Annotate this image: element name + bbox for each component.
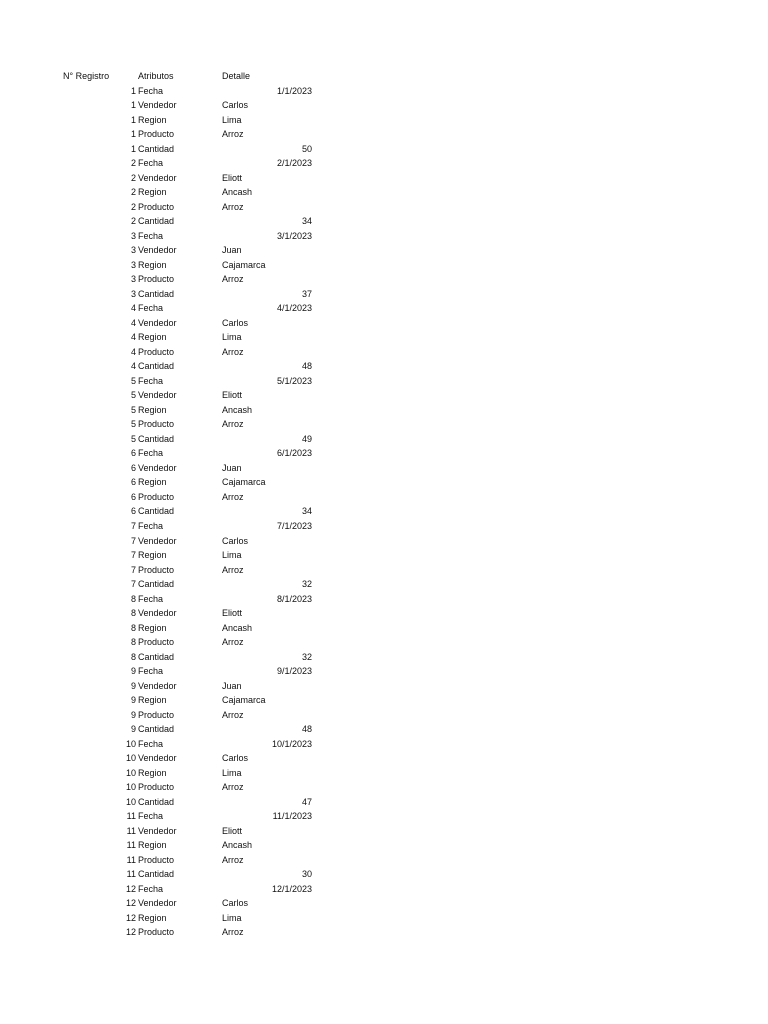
detalle-cell: 5/1/2023 [276, 375, 312, 386]
detalle-cell: Arroz [222, 927, 244, 938]
table-row [0, 853, 768, 868]
detalle-cell: 12/1/2023 [271, 883, 312, 894]
table-row [0, 316, 768, 331]
detalle-cell: 2/1/2023 [276, 158, 312, 169]
table-row [0, 330, 768, 345]
registro-cell: 11 [126, 840, 136, 851]
registro-cell: 8 [130, 622, 136, 633]
registro-cell: 9 [130, 709, 136, 720]
atributo-cell: Vendedor [138, 535, 177, 546]
registro-cell: 9 [130, 695, 136, 706]
registro-cell: 8 [130, 593, 136, 604]
detalle-cell: Ancash [222, 622, 253, 633]
detalle-cell: Arroz [222, 346, 244, 357]
header-registro: N° Registro [63, 71, 110, 81]
detalle-cell: 48 [301, 724, 312, 735]
detalle-cell: Arroz [222, 274, 244, 285]
detalle-cell: Arroz [222, 637, 244, 648]
registro-cell: 5 [130, 404, 136, 415]
table-row [0, 374, 768, 389]
table-row [0, 722, 768, 737]
table-row [0, 345, 768, 360]
table-row [0, 693, 768, 708]
registro-cell: 3 [130, 230, 136, 241]
registro-cell: 6 [130, 477, 136, 488]
table-row [0, 214, 768, 229]
registro-cell: 6 [130, 491, 136, 502]
detalle-cell: Lima [222, 332, 242, 343]
registro-cell: 9 [130, 666, 136, 677]
registro-cell: 2 [130, 216, 136, 227]
registro-cell: 10 [125, 753, 136, 764]
detalle-cell: Arroz [222, 201, 244, 212]
detalle-cell: Eliott [222, 608, 243, 619]
registro-cell: 4 [130, 332, 136, 343]
registro-cell: 8 [130, 651, 136, 662]
detalle-cell: Lima [222, 912, 242, 923]
table-row [0, 417, 768, 432]
atributo-cell: Fecha [138, 738, 164, 749]
detalle-cell: Arroz [222, 419, 244, 430]
atributo-cell: Cantidad [138, 288, 175, 299]
registro-cell: 1 [130, 129, 136, 140]
data-rows [0, 84, 768, 940]
table-row [0, 708, 768, 723]
table-row [0, 243, 768, 258]
registro-cell: 2 [130, 158, 136, 169]
registro-cell: 6 [130, 462, 136, 473]
table-row [0, 84, 768, 99]
detalle-cell: Carlos [222, 753, 249, 764]
table-row [0, 664, 768, 679]
table-row [0, 679, 768, 694]
table-row [0, 171, 768, 186]
table-row [0, 925, 768, 940]
atributo-cell: Fecha [138, 520, 164, 531]
registro-cell: 3 [130, 245, 136, 256]
detalle-cell: Cajamarca [222, 477, 266, 488]
atributo-cell: Region [138, 259, 167, 270]
detalle-cell: 9/1/2023 [276, 666, 312, 677]
detalle-cell: Ancash [222, 404, 253, 415]
registro-cell: 11 [126, 869, 136, 880]
atributo-cell: Cantidad [138, 724, 175, 735]
registro-cell: 4 [130, 303, 136, 314]
registro-cell: 8 [130, 637, 136, 648]
atributo-cell: Region [138, 332, 167, 343]
table-row [0, 563, 768, 578]
table-row [0, 461, 768, 476]
atributo-cell: Producto [138, 419, 175, 430]
atributo-cell: Fecha [138, 666, 164, 677]
atributo-cell: Cantidad [138, 579, 175, 590]
atributo-cell: Region [138, 912, 167, 923]
detalle-cell: Carlos [222, 100, 249, 111]
registro-cell: 3 [130, 259, 136, 270]
detalle-cell: Juan [222, 462, 242, 473]
atributo-cell: Producto [138, 129, 175, 140]
registro-cell: 6 [130, 448, 136, 459]
detalle-cell: Carlos [222, 535, 249, 546]
atributo-cell: Cantidad [138, 869, 175, 880]
detalle-cell: Cajamarca [222, 695, 266, 706]
table-row [0, 98, 768, 113]
atributo-cell: Vendedor [138, 317, 177, 328]
registro-cell: 1 [130, 85, 136, 96]
detalle-cell: Arroz [222, 709, 244, 720]
table-row [0, 432, 768, 447]
table-row [0, 272, 768, 287]
detalle-cell: 47 [301, 796, 312, 807]
atributo-cell: Vendedor [138, 680, 177, 691]
atributo-cell: Producto [138, 346, 175, 357]
detalle-cell: Juan [222, 680, 242, 691]
table-row [0, 838, 768, 853]
table-row [0, 475, 768, 490]
detalle-cell: 37 [301, 288, 312, 299]
registro-cell: 5 [130, 419, 136, 430]
detalle-cell: Juan [222, 245, 242, 256]
table-row [0, 650, 768, 665]
detalle-cell: Eliott [222, 172, 243, 183]
registro-cell: 3 [130, 288, 136, 299]
table-row [0, 519, 768, 534]
atributo-cell: Cantidad [138, 361, 175, 372]
atributo-cell: Vendedor [138, 608, 177, 619]
detalle-cell: Arroz [222, 129, 244, 140]
detalle-cell: 4/1/2023 [276, 303, 312, 314]
atributo-cell: Vendedor [138, 462, 177, 473]
registro-cell: 10 [125, 738, 136, 749]
table-row [0, 606, 768, 621]
table-row [0, 229, 768, 244]
table-row [0, 867, 768, 882]
registro-cell: 7 [130, 520, 136, 531]
registro-cell: 12 [125, 883, 136, 894]
detalle-cell: Arroz [222, 782, 244, 793]
table-row [0, 882, 768, 897]
table-row [0, 142, 768, 157]
registro-cell: 7 [130, 579, 136, 590]
table-row [0, 621, 768, 636]
atributo-cell: Vendedor [138, 245, 177, 256]
table-row [0, 766, 768, 781]
registro-cell: 1 [130, 143, 136, 154]
detalle-cell: Arroz [222, 854, 244, 865]
detalle-cell: Carlos [222, 317, 249, 328]
atributo-cell: Producto [138, 564, 175, 575]
detalle-cell: Lima [222, 114, 242, 125]
table-row [0, 911, 768, 926]
registro-cell: 6 [130, 506, 136, 517]
registro-cell: 1 [130, 114, 136, 125]
detalle-cell: 11/1/2023 [272, 811, 312, 822]
detalle-cell: Arroz [222, 491, 244, 502]
table-row [0, 127, 768, 142]
detalle-cell: 3/1/2023 [276, 230, 312, 241]
atributo-cell: Vendedor [138, 100, 177, 111]
detalle-cell: Ancash [222, 187, 253, 198]
atributo-cell: Region [138, 477, 167, 488]
registro-cell: 1 [130, 100, 136, 111]
registro-cell: 2 [130, 187, 136, 198]
table-row [0, 301, 768, 316]
table-row [0, 185, 768, 200]
table-row [0, 258, 768, 273]
detalle-cell: Carlos [222, 898, 249, 909]
registro-cell: 9 [130, 724, 136, 735]
registro-cell: 4 [130, 346, 136, 357]
registro-cell: 10 [125, 796, 136, 807]
atributo-cell: Producto [138, 927, 175, 938]
detalle-cell: 32 [301, 579, 312, 590]
registro-cell: 10 [125, 767, 136, 778]
registro-cell: 12 [125, 912, 136, 923]
atributo-cell: Region [138, 404, 167, 415]
table-row [0, 113, 768, 128]
atributo-cell: Vendedor [138, 390, 177, 401]
detalle-cell: 34 [301, 506, 312, 517]
atributo-cell: Fecha [138, 85, 164, 96]
table-row [0, 446, 768, 461]
header-atributos: Atributos [138, 71, 174, 81]
atributo-cell: Region [138, 840, 167, 851]
table-row [0, 795, 768, 810]
detalle-cell: 8/1/2023 [276, 593, 312, 604]
registro-cell: 9 [130, 680, 136, 691]
detalle-cell: 10/1/2023 [271, 738, 312, 749]
registro-cell: 5 [130, 375, 136, 386]
table-row [0, 287, 768, 302]
atributo-cell: Region [138, 114, 167, 125]
atributo-cell: Fecha [138, 158, 164, 169]
table-row [0, 896, 768, 911]
detalle-cell: Arroz [222, 564, 244, 575]
atributo-cell: Region [138, 187, 167, 198]
registro-cell: 7 [130, 550, 136, 561]
registro-cell: 3 [130, 274, 136, 285]
detalle-cell: Eliott [222, 825, 243, 836]
atributo-cell: Region [138, 550, 167, 561]
registro-cell: 11 [126, 811, 136, 822]
detalle-cell: 34 [301, 216, 312, 227]
table-row [0, 490, 768, 505]
atributo-cell: Vendedor [138, 825, 177, 836]
header-row [0, 69, 768, 84]
detalle-cell: Lima [222, 767, 242, 778]
registro-cell: 5 [130, 390, 136, 401]
detalle-cell: Lima [222, 550, 242, 561]
table-row [0, 737, 768, 752]
registro-cell: 8 [130, 608, 136, 619]
registro-cell: 4 [130, 361, 136, 372]
registro-cell: 7 [130, 535, 136, 546]
detalle-cell: 32 [301, 651, 312, 662]
registro-cell: 11 [126, 825, 136, 836]
registro-cell: 10 [125, 782, 136, 793]
table-row [0, 577, 768, 592]
spreadsheet [0, 69, 768, 940]
atributo-cell: Producto [138, 782, 175, 793]
table-row [0, 751, 768, 766]
detalle-cell: 48 [301, 361, 312, 372]
atributo-cell: Cantidad [138, 506, 175, 517]
table-row [0, 388, 768, 403]
atributo-cell: Producto [138, 637, 175, 648]
table-row [0, 156, 768, 171]
registro-cell: 12 [125, 898, 136, 909]
atributo-cell: Cantidad [138, 216, 175, 227]
table-row [0, 403, 768, 418]
atributo-cell: Producto [138, 854, 175, 865]
table-row [0, 504, 768, 519]
table-row [0, 200, 768, 215]
atributo-cell: Vendedor [138, 898, 177, 909]
registro-cell: 4 [130, 317, 136, 328]
atributo-cell: Cantidad [138, 433, 175, 444]
atributo-cell: Region [138, 622, 167, 633]
table-row [0, 809, 768, 824]
table-row [0, 548, 768, 563]
atributo-cell: Cantidad [138, 143, 175, 154]
table-row [0, 534, 768, 549]
atributo-cell: Region [138, 767, 167, 778]
atributo-cell: Producto [138, 491, 175, 502]
atributo-cell: Fecha [138, 303, 164, 314]
detalle-cell: 49 [301, 433, 312, 444]
table-row [0, 359, 768, 374]
table-row [0, 592, 768, 607]
detalle-cell: 7/1/2023 [276, 520, 312, 531]
detalle-cell: Cajamarca [222, 259, 266, 270]
atributo-cell: Vendedor [138, 172, 177, 183]
atributo-cell: Fecha [138, 375, 164, 386]
detalle-cell: 6/1/2023 [276, 448, 312, 459]
atributo-cell: Cantidad [138, 651, 175, 662]
atributo-cell: Producto [138, 274, 175, 285]
atributo-cell: Producto [138, 201, 175, 212]
atributo-cell: Fecha [138, 448, 164, 459]
atributo-cell: Producto [138, 709, 175, 720]
detalle-cell: 1/1/2023 [276, 85, 312, 96]
detalle-cell: Ancash [222, 840, 253, 851]
registro-cell: 7 [130, 564, 136, 575]
detalle-cell: 30 [301, 869, 312, 880]
registro-cell: 5 [130, 433, 136, 444]
atributo-cell: Fecha [138, 811, 164, 822]
atributo-cell: Region [138, 695, 167, 706]
atributo-cell: Fecha [138, 230, 164, 241]
table-row [0, 824, 768, 839]
registro-cell: 12 [125, 927, 136, 938]
detalle-cell: 50 [301, 143, 312, 154]
registro-cell: 2 [130, 201, 136, 212]
atributo-cell: Fecha [138, 883, 164, 894]
registro-cell: 11 [126, 854, 136, 865]
registro-cell: 2 [130, 172, 136, 183]
atributo-cell: Fecha [138, 593, 164, 604]
table-row [0, 780, 768, 795]
atributo-cell: Vendedor [138, 753, 177, 764]
table-row [0, 635, 768, 650]
header-detalle: Detalle [222, 71, 251, 81]
atributo-cell: Cantidad [138, 796, 175, 807]
detalle-cell: Eliott [222, 390, 243, 401]
